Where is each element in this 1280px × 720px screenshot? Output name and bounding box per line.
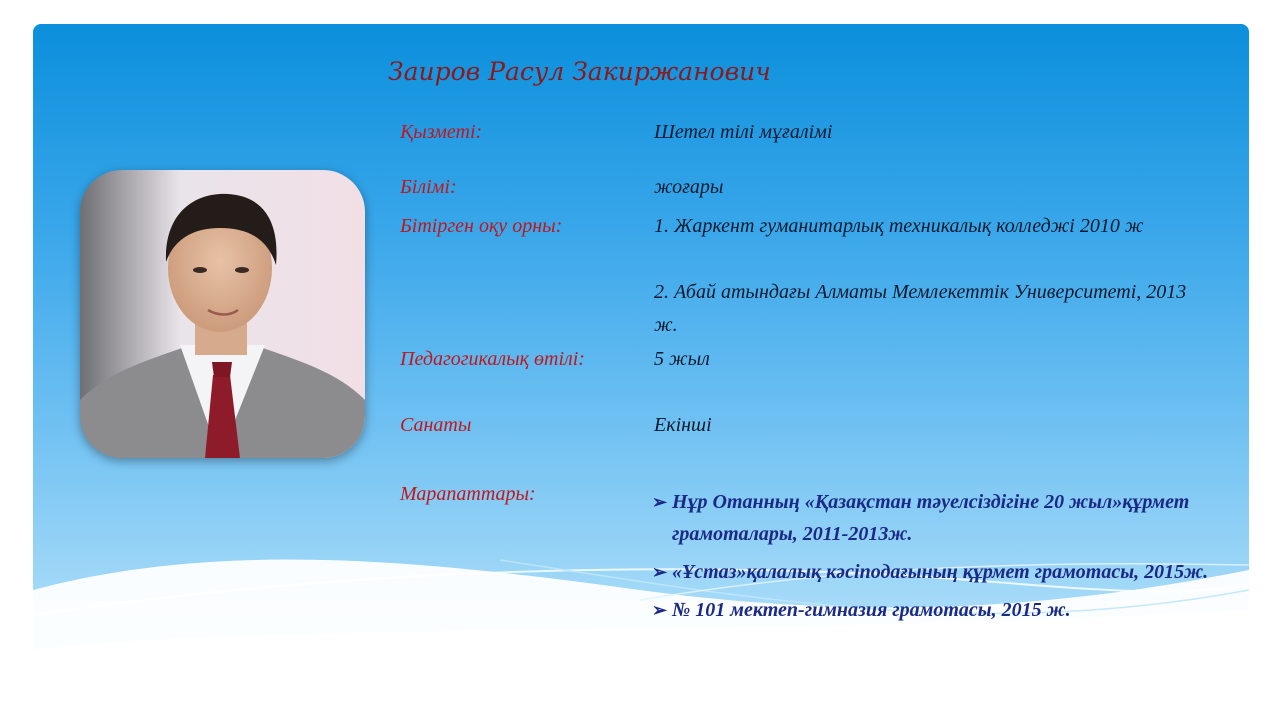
value-category: Екінші — [654, 414, 712, 436]
label-experience: Педагогикалық өтілі: — [400, 348, 585, 370]
list-item — [652, 594, 1212, 626]
award-text: «Ұстаз»қалалық кәсіподағының құрмет грамотасы, 2015ж. — [672, 561, 1209, 583]
value-experience: 5 жыл — [654, 348, 710, 370]
label-category: Санаты — [400, 414, 472, 436]
value-position: Шетел тілі мұғалімі — [654, 121, 833, 143]
arrow-bullet-icon: ➢ — [652, 492, 668, 512]
page-title: Заиров Расул Закиржанович — [388, 57, 771, 86]
arrow-bullet-icon: ➢ — [652, 600, 668, 620]
arrow-bullet-icon: ➢ — [652, 562, 668, 582]
list-item — [652, 486, 1212, 550]
value-education: жоғары — [654, 176, 724, 198]
award-text: Нұр Отанның «Қазақстан тәуелсіздігіне 20 жыл»құрмет грамоталары, 2011-2013ж. — [672, 491, 1190, 545]
award-text: № 101 мектеп-гимназия грамотасы, 2015 ж. — [672, 599, 1071, 621]
label-education: Білімі: — [400, 176, 457, 198]
awards-list — [652, 486, 1212, 632]
label-position: Қызметі: — [400, 121, 483, 143]
portrait-photo — [80, 170, 365, 458]
label-awards: Марапаттары: — [400, 483, 536, 505]
label-graduated-from: Бітірген оқу орны: — [400, 215, 563, 237]
list-item — [652, 556, 1212, 588]
info-table — [400, 0, 1240, 720]
value-graduated-from-2: 2. Абай атындағы Алматы Мемлекеттік Университеті, 2013 ж. — [654, 281, 1187, 336]
value-graduated-from-1: 1. Жаркент гуманитарлық техникалық колледжі 2010 ж — [654, 215, 1144, 237]
